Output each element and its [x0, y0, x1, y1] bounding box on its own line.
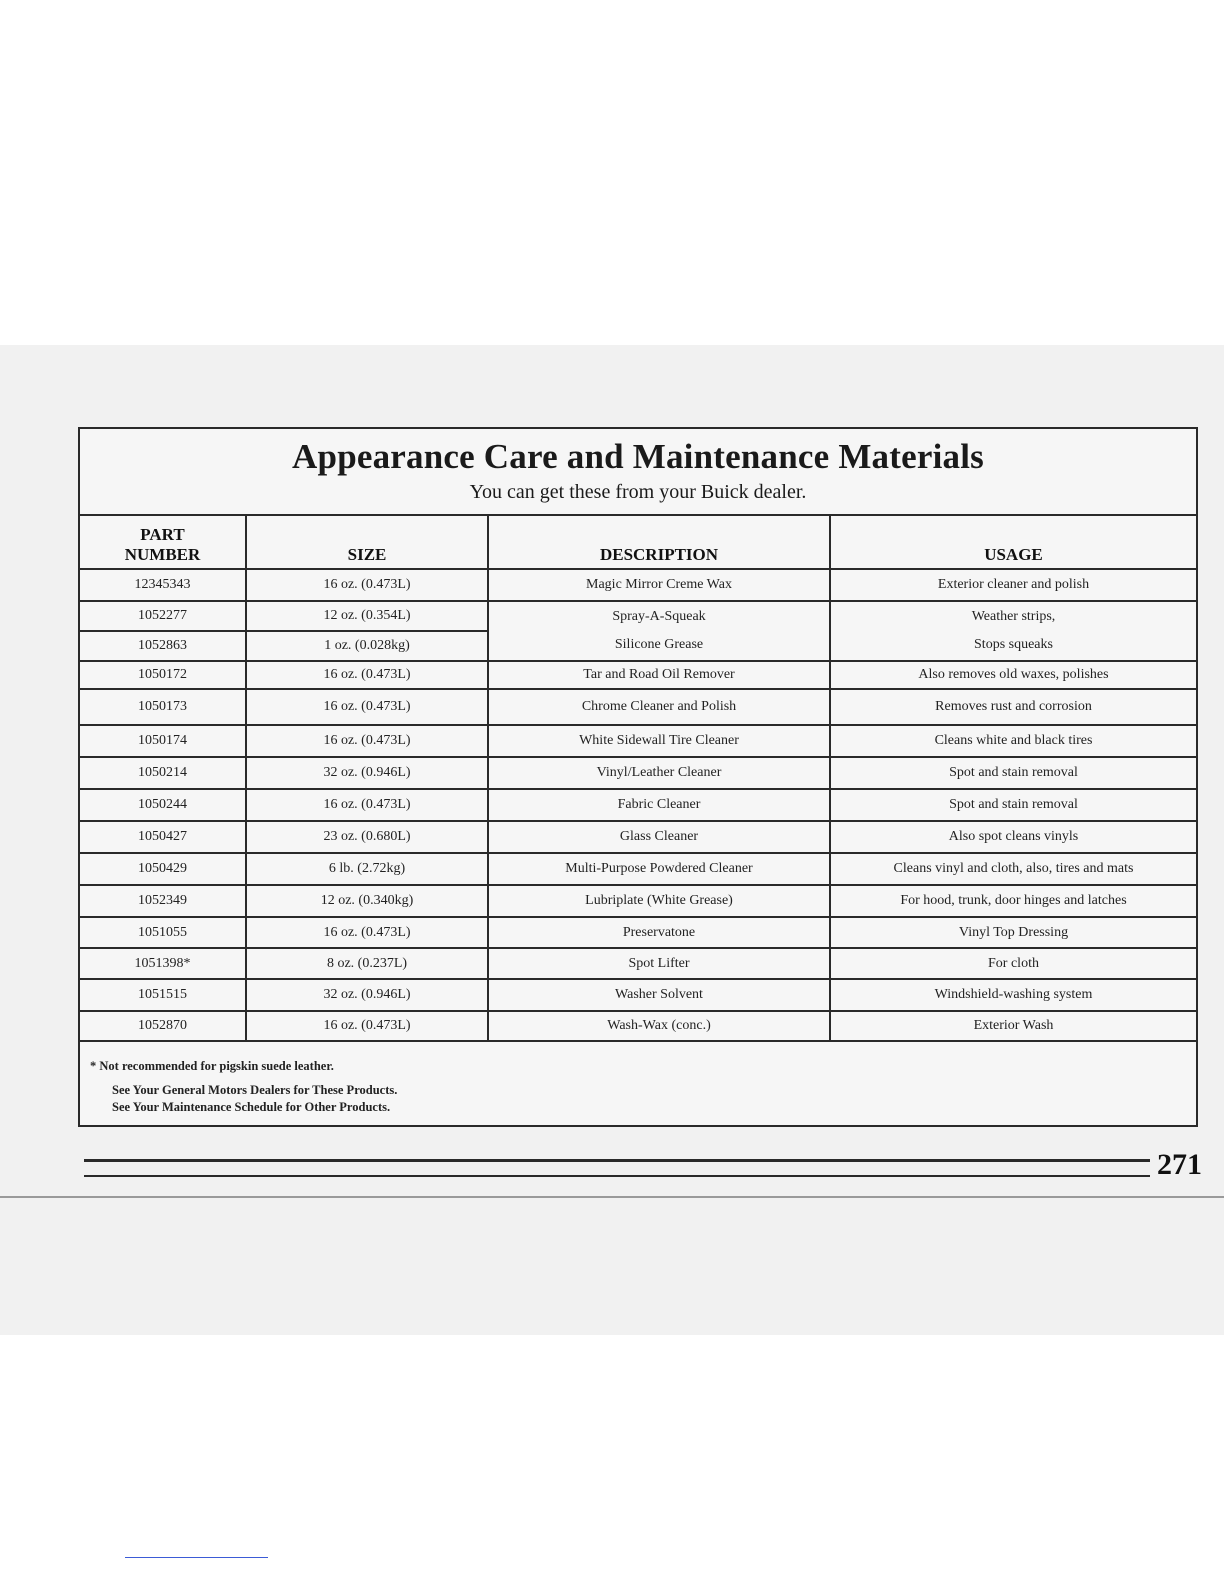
size-cell: 8 oz. (0.237L): [246, 948, 488, 979]
usage-cell: Cleans white and black tires: [830, 725, 1196, 757]
part-number-cell: 1050244: [80, 789, 246, 821]
description-cell: Magic Mirror Creme Wax: [488, 569, 830, 601]
table-row: [80, 948, 1196, 979]
table-row: [80, 853, 1196, 885]
table-row: [80, 689, 1196, 725]
table-row: [80, 821, 1196, 853]
usage-cell: Exterior Wash: [830, 1011, 1196, 1041]
usage-cell: For hood, trunk, door hinges and latches: [830, 885, 1196, 917]
part-number-cell: 1051515: [80, 979, 246, 1011]
usage-cell: Cleans vinyl and cloth, also, tires and mats: [830, 853, 1196, 885]
table-row: [80, 757, 1196, 789]
table-row: [80, 725, 1196, 757]
materials-table-frame: [78, 427, 1198, 1127]
description-cell: White Sidewall Tire Cleaner: [488, 725, 830, 757]
table-row: [80, 789, 1196, 821]
description-cell: Tar and Road Oil Remover: [488, 661, 830, 689]
description-cell: Preservatone: [488, 917, 830, 948]
usage-text: Stops squeaks: [974, 637, 1053, 652]
part-number-cell: 1050173: [80, 689, 246, 725]
table-row: [80, 661, 1196, 689]
size-cell: 16 oz. (0.473L): [246, 689, 488, 725]
part-number-cell: 1051055: [80, 917, 246, 948]
description-cell: Spot Lifter: [488, 948, 830, 979]
usage-cell: Spot and stain removal: [830, 757, 1196, 789]
table-row: [80, 569, 1196, 601]
page-title: Appearance Care and Maintenance Materials: [292, 437, 984, 476]
size-cell: 32 oz. (0.946L): [246, 979, 488, 1011]
size-cell: 16 oz. (0.473L): [246, 569, 488, 601]
part-number-cell: 1050172: [80, 661, 246, 689]
materials-table: [80, 514, 1196, 1042]
footer-rule-bottom: [84, 1175, 1150, 1177]
usage-cell: Removes rust and corrosion: [830, 689, 1196, 725]
footer-link-underline: [125, 1557, 268, 1558]
usage-cell: For cloth: [830, 948, 1196, 979]
usage-text: Weather strips,: [971, 609, 1056, 624]
footer-rule-top: [84, 1159, 1150, 1162]
table-row: [80, 1011, 1196, 1041]
part-number-cell: 1051398*: [80, 948, 246, 979]
usage-cell: Vinyl Top Dressing: [830, 917, 1196, 948]
usage-cell: Exterior cleaner and polish: [830, 569, 1196, 601]
footnote-maintenance: See Your Maintenance Schedule for Other Products.: [112, 1100, 391, 1114]
size-cell: 16 oz. (0.473L): [246, 789, 488, 821]
description-cell: Lubriplate (White Grease): [488, 885, 830, 917]
description-cell: Washer Solvent: [488, 979, 830, 1011]
description-text: Spray-A-Squeak: [612, 609, 706, 624]
size-cell: 1 oz. (0.028kg): [246, 631, 488, 661]
description-cell: Multi-Purpose Powdered Cleaner: [488, 853, 830, 885]
part-number-cell: 1052863: [80, 631, 246, 661]
footnote-dealers: See Your General Motors Dealers for These Products.: [112, 1083, 398, 1097]
table-row: [80, 917, 1196, 948]
part-number-cell: 12345343: [80, 569, 246, 601]
description-cell: Glass Cleaner: [488, 821, 830, 853]
size-cell: 23 oz. (0.680L): [246, 821, 488, 853]
page-number: 271: [1157, 1148, 1202, 1181]
header-usage: USAGE: [830, 515, 1196, 569]
part-number-cell: 1050429: [80, 853, 246, 885]
page-divider: [0, 1196, 1224, 1198]
description-cell: Chrome Cleaner and Polish: [488, 689, 830, 725]
size-cell: 32 oz. (0.946L): [246, 757, 488, 789]
description-cell: Vinyl/Leather Cleaner: [488, 757, 830, 789]
size-cell: 16 oz. (0.473L): [246, 725, 488, 757]
header-part-number: [80, 515, 246, 569]
usage-cell: Spot and stain removal: [830, 789, 1196, 821]
description-text: Silicone Grease: [614, 637, 704, 652]
header-part-line2: NUMBER: [124, 545, 201, 564]
table-header-row: [80, 515, 1196, 569]
usage-cell-merged: [830, 601, 1196, 661]
table-row: [80, 979, 1196, 1011]
page-subtitle: You can get these from your Buick dealer.: [469, 481, 807, 503]
part-number-cell: 1052277: [80, 601, 246, 631]
header-description: DESCRIPTION: [488, 515, 830, 569]
part-number-cell: 1050214: [80, 757, 246, 789]
size-cell: 12 oz. (0.340kg): [246, 885, 488, 917]
header-size: SIZE: [246, 515, 488, 569]
description-cell: Fabric Cleaner: [488, 789, 830, 821]
usage-cell: Also removes old waxes, polishes: [830, 661, 1196, 689]
size-cell: 12 oz. (0.354L): [246, 601, 488, 631]
description-cell: Wash-Wax (conc.): [488, 1011, 830, 1041]
usage-cell: Windshield-washing system: [830, 979, 1196, 1011]
description-cell-merged: [488, 601, 830, 661]
table-row: [80, 885, 1196, 917]
footnote-pigskin: * Not recommended for pigskin suede leather.: [90, 1059, 334, 1073]
size-cell: 16 oz. (0.473L): [246, 1011, 488, 1041]
part-number-cell: 1052870: [80, 1011, 246, 1041]
part-number-cell: 1050427: [80, 821, 246, 853]
usage-cell: Also spot cleans vinyls: [830, 821, 1196, 853]
size-cell: 16 oz. (0.473L): [246, 917, 488, 948]
footnotes: [90, 1058, 397, 1116]
table-row: [80, 601, 1196, 631]
header-part-line1: PART: [140, 525, 185, 544]
size-cell: 16 oz. (0.473L): [246, 661, 488, 689]
part-number-cell: 1052349: [80, 885, 246, 917]
part-number-cell: 1050174: [80, 725, 246, 757]
size-cell: 6 lb. (2.72kg): [246, 853, 488, 885]
